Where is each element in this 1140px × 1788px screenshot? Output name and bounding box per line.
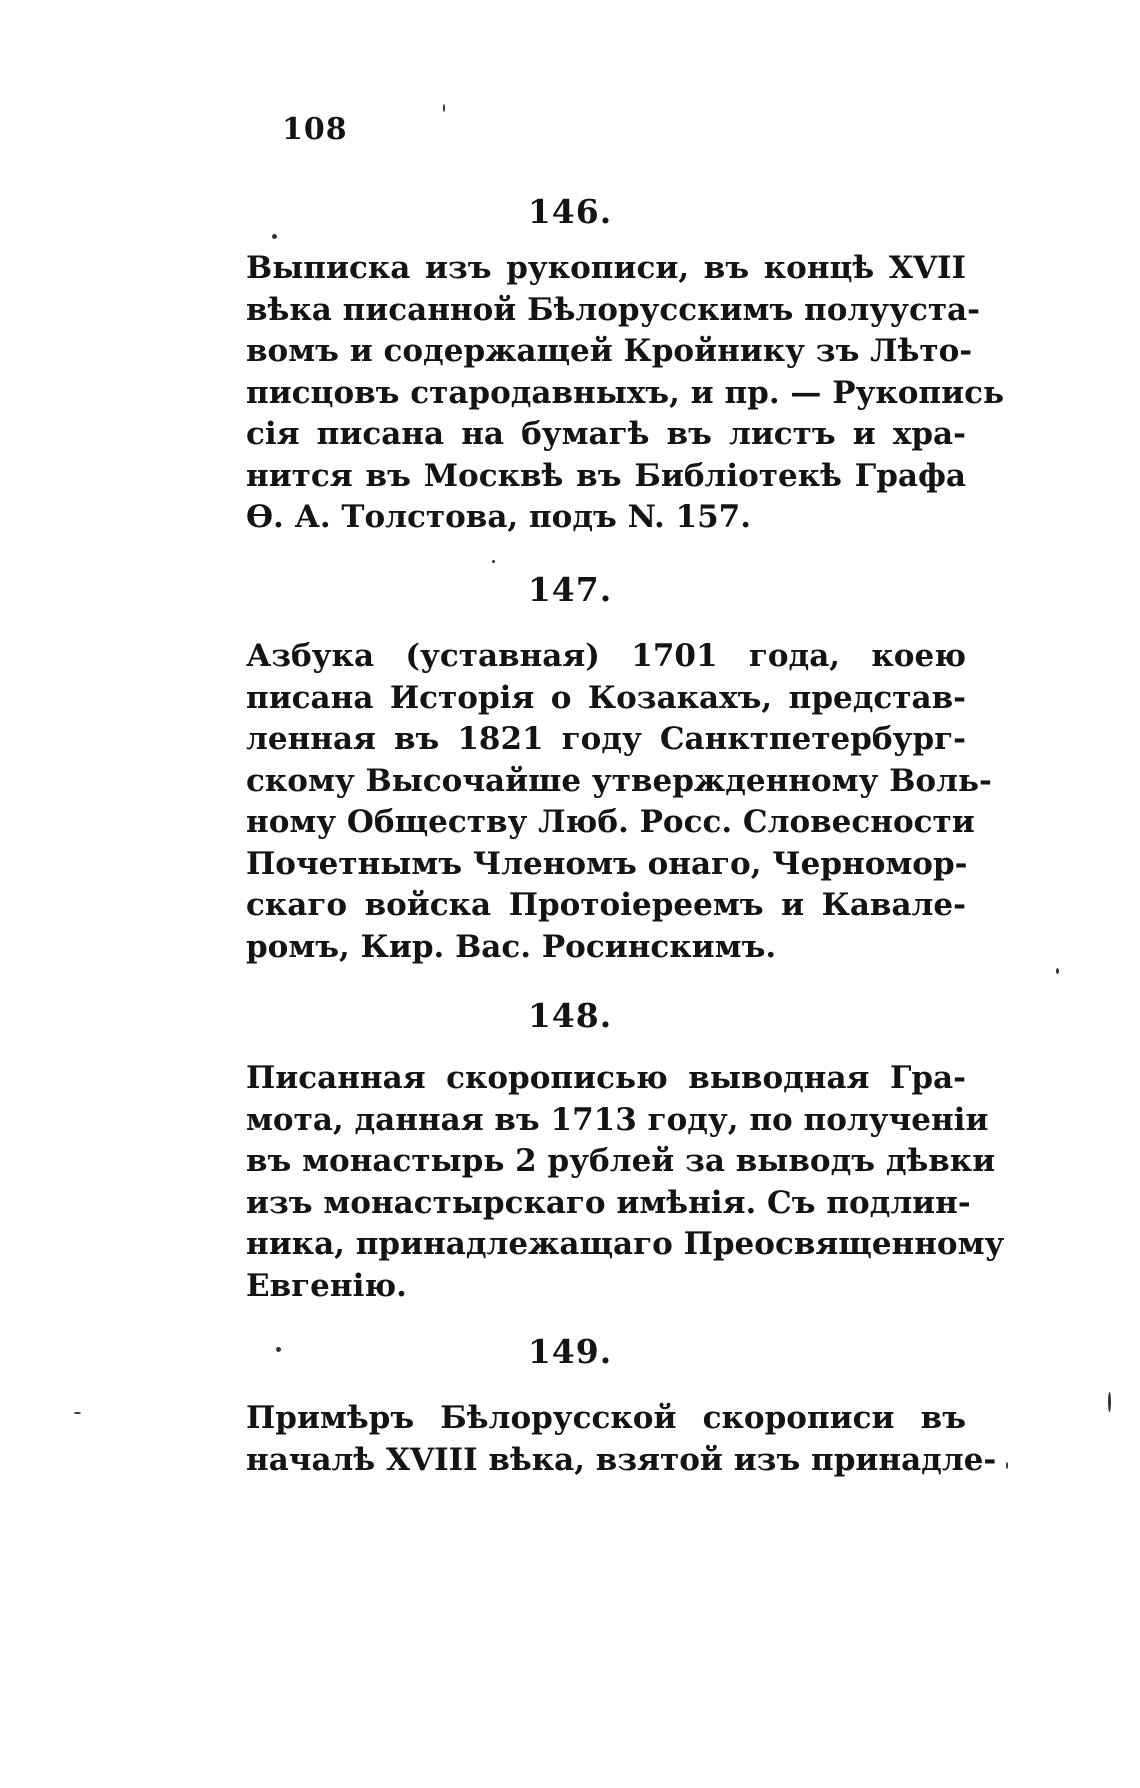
- scan-speck: [1108, 1392, 1111, 1412]
- scan-speck: [443, 104, 445, 112]
- scan-speck: [276, 1347, 281, 1352]
- scan-speck: [1056, 968, 1059, 974]
- text-line: Писанная скорописью выводная Гра-: [246, 1060, 966, 1096]
- text-line: ному Обществу Люб. Росс. Словесности: [246, 804, 975, 840]
- text-line: Примѣръ Бѣлорусской скорописи въ: [246, 1400, 966, 1436]
- text-line: ника, принадлежащаго Преосвященному: [246, 1226, 1005, 1262]
- entry-text-149: [246, 1398, 997, 1481]
- text-line: писана Исторія о Козакахъ, представ-: [246, 679, 966, 716]
- entry-number-147: 147.: [527, 570, 613, 609]
- entry-text-147: [246, 636, 992, 968]
- text-line: Азбука (уставная) 1701 года, коею: [246, 638, 966, 674]
- scan-speck: [492, 560, 495, 563]
- text-line: въ монастырь 2 рублей за выводъ дѣвки: [246, 1143, 996, 1179]
- text-line: нится въ Москвѣ въ Библіотекѣ Графа: [246, 457, 966, 494]
- text-line: изъ монастырскаго имѣнія. Съ подлин-: [246, 1184, 971, 1221]
- text-line: началѣ XVIII вѣка, взятой изъ принадле-: [246, 1441, 997, 1478]
- text-line: Выписка изъ рукописи, въ концѣ XVII: [246, 250, 966, 286]
- text-line: вѣка писанной Бѣлорусскимъ полууста-: [246, 291, 981, 328]
- text-line: мота, данная въ 1713 году, по полученіи: [246, 1101, 989, 1138]
- entry-number-149: 149.: [527, 1332, 613, 1371]
- text-line: писцовъ стародавныхъ, и пр. — Рукопись: [246, 374, 1005, 411]
- text-line: ромъ, Кир. Вас. Росинскимъ.: [246, 928, 777, 965]
- entry-text-148: [246, 1058, 1005, 1307]
- scan-speck: [74, 1412, 81, 1414]
- text-line: сія писана на бумагѣ въ листъ и хра-: [246, 416, 966, 452]
- entry-text-146: [246, 248, 1005, 539]
- scan-speck: [1006, 1462, 1008, 1469]
- entry-number-146: 146.: [527, 192, 613, 231]
- text-line: Почетнымъ Членомъ онаго, Черномор-: [246, 845, 968, 882]
- text-line: вомъ и содержащей Кройнику зъ Лѣто-: [246, 333, 973, 369]
- text-line: ленная въ 1821 году Санктпетербург-: [246, 721, 966, 757]
- text-line: скому Высочайше утвержденному Воль-: [246, 762, 992, 799]
- scan-speck: [272, 234, 277, 239]
- text-line: Евгенію.: [246, 1267, 407, 1304]
- entry-number-148: 148.: [527, 996, 613, 1035]
- text-line: скаго войска Протоіереемъ и Кавале-: [246, 887, 966, 923]
- page-number: 108: [282, 112, 348, 147]
- text-line: Ѳ. А. Толстова, подъ N. 157.: [246, 499, 752, 535]
